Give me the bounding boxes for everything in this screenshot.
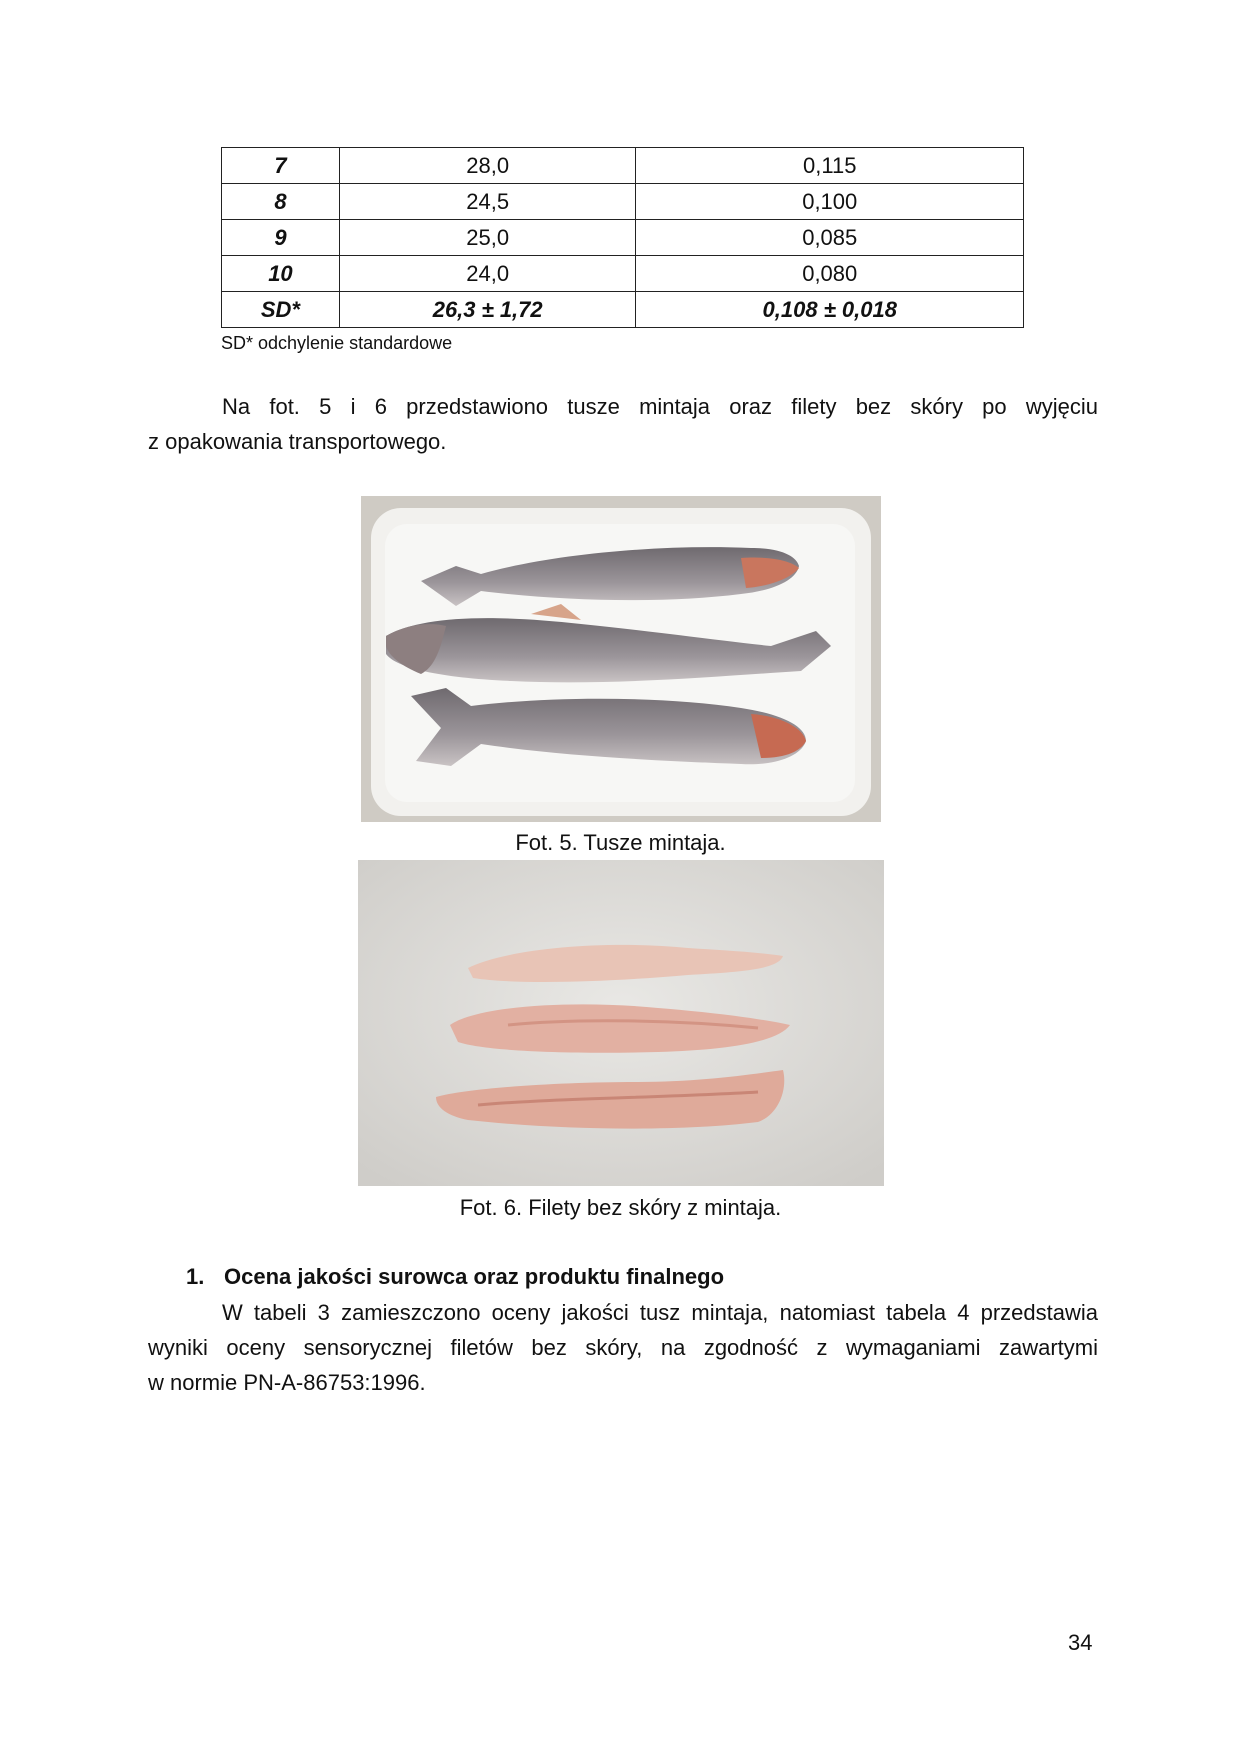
paragraph-line: wyniki oceny sensorycznej filetów bez skóry, na zgodność z wymaganiami zawartymi [148,1335,1098,1360]
mass-value: 0,080 [636,256,1024,292]
quality-paragraph [148,1295,1098,1400]
photo-pollock-fillets [358,860,884,1186]
section-number: 1. [186,1264,205,1289]
mass-value: 0,115 [636,148,1024,184]
measurements-table [221,147,1024,328]
mass-value: 0,085 [636,220,1024,256]
table-footnote: SD* odchylenie standardowe [221,333,453,353]
paragraph-line: w normie PN-A-86753:1996. [148,1370,426,1395]
table-row [222,184,1024,220]
section-title: Ocena jakości surowca oraz produktu finalnego [224,1264,725,1289]
length-value: 25,0 [339,220,636,256]
fish-fillet-icon [358,860,884,1186]
intro-paragraph [148,389,1098,459]
length-value: 28,0 [339,148,636,184]
page-number: 34 [1068,1630,1093,1655]
table-row [222,148,1024,184]
length-value: 24,0 [339,256,636,292]
summary-row [222,292,1024,328]
mass-value: 0,100 [636,184,1024,220]
photo-caption-6: Fot. 6. Filety bez skóry z mintaja. [459,1195,782,1220]
paragraph-line: z opakowania transportowego. [148,429,447,454]
summary-length: 26,3 ± 1,72 [339,292,636,328]
photo-pollock-carcasses [361,496,881,822]
row-number: 10 [222,256,340,292]
row-number: 7 [222,148,340,184]
row-number: 8 [222,184,340,220]
summary-mass: 0,108 ± 0,018 [636,292,1024,328]
whole-fish-icon [361,496,881,822]
summary-label: SD* [222,292,340,328]
length-value: 24,5 [339,184,636,220]
row-number: 9 [222,220,340,256]
paragraph-line: W tabeli 3 zamieszczono oceny jakości tusz mintaja, natomiast tabela 4 przedstawia [222,1300,1098,1325]
paragraph-line: Na fot. 5 i 6 przedstawiono tusze mintaja oraz filety bez skóry po wyjęciu [222,394,1098,419]
photo-caption-5: Fot. 5. Tusze mintaja. [515,830,726,855]
table-row [222,256,1024,292]
section-heading [186,1264,724,1290]
table-row [222,220,1024,256]
